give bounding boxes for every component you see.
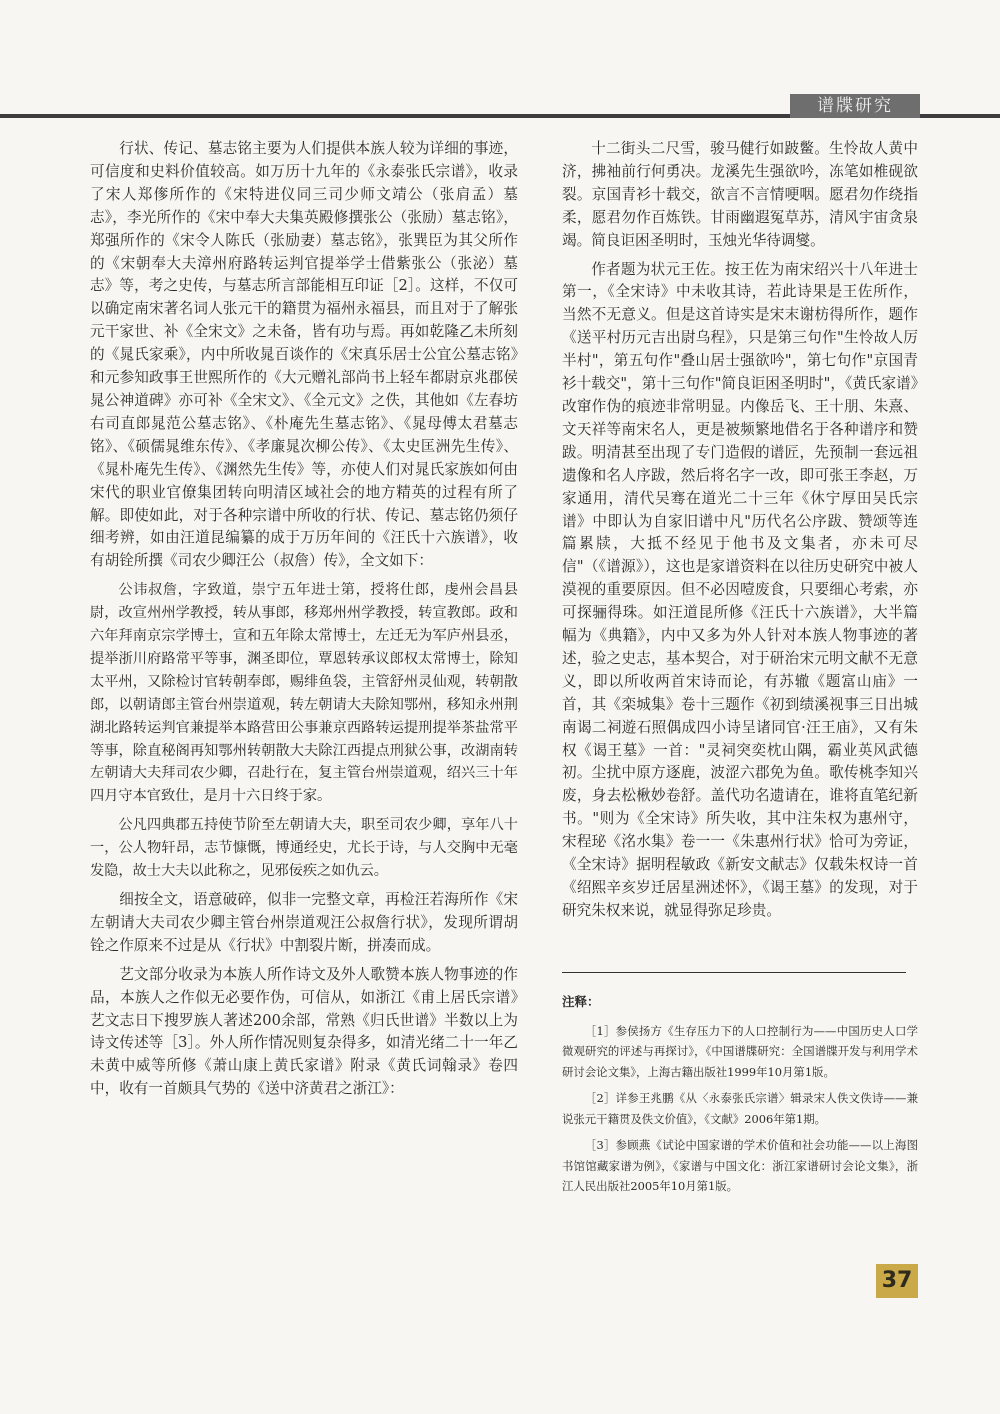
quoted-paragraph: 公讳叔詹，字致道，崇宁五年进士第，授将仕郎，虔州会昌县尉，改宣州州学教授，转从事郎，移郑州州学教授，转宣教郎。政和六年拜南京宗学博士，宣和五年除太常博士，左迁无为军庐州县丞，提举浙川府路常平等事，渊圣即位，覃恩转承议郎权太常博士，除知太平州，又除检讨官转朝奉郎，赐绯鱼袋，主管舒州灵仙观，转朝散郎，以朝请郎主管台州崇道观，转左朝请大夫除知鄂州，移知永州荆湖北路转运判官兼提举本路营田公事兼京西路转运提刑提举茶盐常平等事，除直秘阁再知鄂州转朝散大夫除江西提点刑狱公事，改湖南转左朝请大夫拜司农少卿，召赴行在，复主管台州崇道观，绍兴三十年四月守本官致仕，是月十六日终于家。 bbox=[90, 582, 518, 805]
footnote-item: ［1］参侯扬方《生存压力下的人口控制行为——中国历史人口学微观研究的评述与再探讨》，《中国谱牒研究：全国谱牒开发与利用学术研讨会论文集》，上海古籍出版社1999年10月第1版。 bbox=[562, 1023, 918, 1079]
header-rule-tail bbox=[920, 100, 1000, 118]
right-column bbox=[562, 138, 918, 923]
poem-paragraph: 十二街头二尺雪，骏马健行如跛鳖。生怜故人黄中济，拂袖前行何勇决。龙溪先生强欲吟，冻笔如椎砚欲裂。京国青衫十载交，欲言不言情哽咽。愿君勿作绕指柔，愿君勿作百炼铁。甘雨幽遐冤草苏，清风宇宙贪泉竭。简良讵困圣明时，玉烛光华待调燮。 bbox=[562, 140, 918, 249]
footnote-item: ［3］参顾燕《试论中国家谱的学术价值和社会功能——以上海图书馆馆藏家谱为例》，《家谱与中国文化：浙江家谱研讨会论文集》，浙江人民出版社2005年10月第1版。 bbox=[562, 1138, 918, 1193]
section-title: 谱牒研究 bbox=[790, 94, 920, 118]
quoted-paragraph: 公凡四典郡五持使节阶至左朝请大夫，职至司农少卿，享年八十一，公人物轩昂，志节慷慨，博通经史，尤长于诗，与人交胸中无毫发隐，故士大夫以此称之，见邪佞疾之如仇云。 bbox=[90, 817, 518, 880]
left-column bbox=[90, 138, 548, 1101]
body-paragraph: 艺文部分收录为本族人所作诗文及外人歌赞本族人物事迹的作品，本族人之作似无必要作伪，可信从，如浙江《甫上居氏宗谱》 艺文志日下搜罗族人著述200余部，常熟《归氏世谱》半数以上为诗文传述等［3］。外人所作情况则复杂得多，如清光绪二十一年乙未黄中威等所修《萧山康上黄氏家谱》附录《黄氏词翰录》卷四中，收有一首颇具气势的《送中济黄君之浙江》： bbox=[90, 965, 548, 1098]
body-paragraph: 作者题为状元王佐。按王佐为南宋绍兴十八年进士第一，《全宋诗》中未收其诗，若此诗果是王佐所作，当然不无意义。但是这首诗实是宋末谢枋得所作，题作《送平村历元吉出尉乌程》，只是第三句作"生怜故人厉半村"，第五句作"叠山居士强欲吟"，第七句作"京国青衫十载交"，第十三句作"简良讵困圣明时"，《黄氏家谱》改窜作伪的痕迹非常明显。内像岳飞、王十朋、朱熹、文天祥等南宋名人，更是被频繁地借名于各种谱序和赞跋。明清甚至出现了专门造假的谱匠，先预制一套远祖遗像和名人序跋，然后将名字一改，即可张王李赵，万家通用，清代吴骞在道光二十三年《休宁厚田吴氏宗谱》中即认为自家旧谱中凡"历代名公序跋、赞颂等连篇累牍，大抵不经见于他书及文集者，亦未可尽信"（《谱源》），这也是家谱资料在以往历史研究中被人漠视的重要原因。但不必因噎废食，只要细心考索，亦可探骊得珠。如汪道昆所修《汪氏十六族谱》，大半篇幅为《典籍》，内中又多为外人针对本族人物事迹的著述，验之史志，基本契合，对于研治宋元明文献不无意义，即以所收两首宋诗而论，有苏辙《题富山庙》一首，其《栾城集》卷十三题作《初到绩溪视事三日出城南谒二祠遊石照偶成四小诗呈诸同官·汪王庙》，又有朱权《谒王墓》一首："灵祠突奕枕山隅，霸业英风武德初。尘扰中原方逐鹿，波涩六郡免为鱼。歌传桃李知兴废，身去松楸妙卷舒。盖代功名遗请在，谁将直笔纪新书。"则为《全宋诗》所失收，其中注朱权为惠州守，宋程珌《洺水集》卷一一《朱惠州行状》恰可为旁证，《全宋诗》据明程敏政《新安文献志》仅载朱权诗一首《绍熙辛亥岁迁居星洲述怀》，《谒王墓》的发现，对于研究朱权来说，就显得弥足珍贵。 bbox=[562, 260, 918, 919]
page-number-badge: 37 bbox=[876, 1264, 918, 1298]
body-paragraph: 细按全文，语意破碎，似非一完整文章，再检汪若海所作《宋左朝请大夫司农少卿主管台州崇道观汪公叔詹行状》，发现所谓胡铨之作原来不过是从《行状》中割裂片断，拼凑而成。 bbox=[90, 891, 518, 954]
body-paragraph: 行状、传记、墓志铭主要为人们提供本族人较为详细的事迹，可信度和史料价值较高。如万历十九年的《永泰张氏宗谱》，收录了宋人郑偧所作的《宋特进仪同三司少师文靖公（张肩孟）墓志》，李光所作的《宋中奉大夫集英殿修撰张公（张励）墓志铭》，郑强所作的《宋令人陈氏（张励妻）墓志铭》，张巽臣为其父所作的《宋朝奉大夫漳州府路转运判官提举学士借紫张公（张泌）墓志》等，考之史传，与墓志所言部能相互印证［2］。这样，不仅可以确定南宋著名词人张元干的籍贯为福州永福县，而且对于了解张元干家世、补《全宋文》之未备，皆有功与焉。再如乾隆乙未所刻的《晁氏家乘》，内中所收晁百谈作的《宋真乐居士公宜公墓志铭》和元参知政事王世熙所作的《大元赠礼部尚书上轻车都尉京兆郡侯晁公神道碑》亦可补《全宋文》、《全元文》之佚，其他如《左春坊右司直郎晁范公墓志铭》、《朴庵先生墓志铭》、《晁母傅太君墓志铭》、《硕儒晁维东传》、《孝廉晁次柳公传》、《太史匡洲先生传》、《晁朴庵先生传》、《渊然先生传》等，亦使人们对晁氏家族如何由宋代的职业官僚集团转向明清区域社会的地方精英的过程有所了解。即使如此，对于各种宗谱中所收的行状、传记、墓志铭仍须仔细考辨，如由汪道昆编纂的成于万历年间的《汪氏十六族谱》，收有胡铨所撰《司农少卿汪公（叔詹）传》，全文如下： bbox=[90, 140, 518, 570]
footnote-item: ［2］详参王兆鹏《从〈永泰张氏宗谱〉辑录宋人佚文佚诗——兼说张元干籍贯及佚文价值》，《文献》2006年第1期。 bbox=[562, 1091, 918, 1126]
footnotes bbox=[562, 992, 918, 1203]
header-rule bbox=[0, 114, 790, 118]
notes-divider bbox=[562, 972, 906, 973]
notes-heading: 注释： bbox=[562, 994, 600, 1009]
